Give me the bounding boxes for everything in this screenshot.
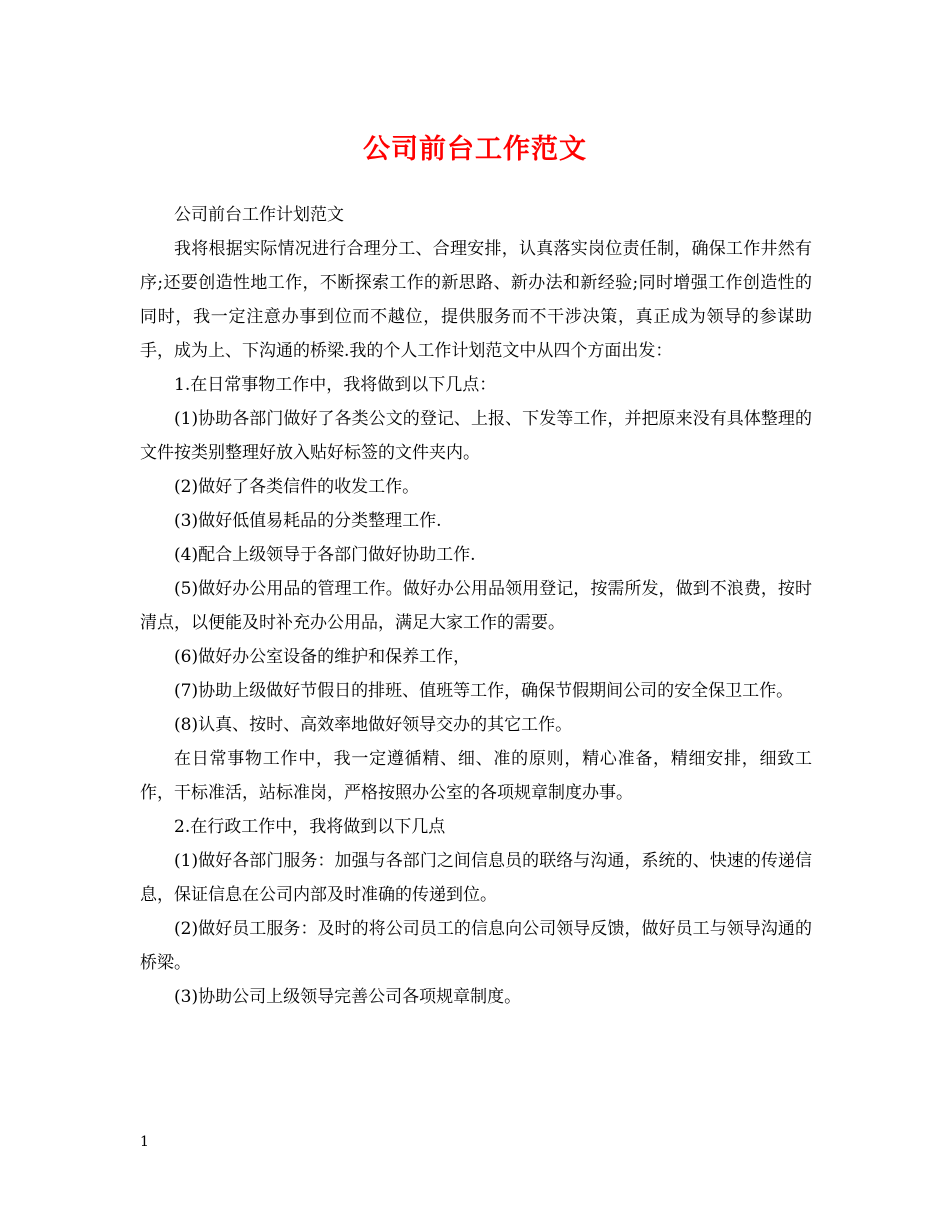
paragraph-section-1-heading: 1.在日常事物工作中，我将做到以下几点： bbox=[174, 375, 497, 395]
paragraph-item-1-4: (4)配合上级领导于各部门做好协助工作. bbox=[174, 545, 476, 565]
paragraph-item-1-7: (7)协助上级做好节假日的排班、值班等工作，确保节假期间公司的安全保卫工作。 bbox=[174, 681, 794, 701]
paragraph-item-2-3: (3)协助公司上级领导完善公司各项规章制度。 bbox=[174, 987, 522, 1007]
page-number: 1 bbox=[140, 1134, 149, 1150]
paragraph-item-1-8: (8)认真、按时、高效率地做好领导交办的其它工作。 bbox=[174, 715, 573, 735]
paragraph-item-1-5: (5)做好办公用品的管理工作。做好办公用品领用登记，按需所发，做到不浪费，按时清点，以便能及时补充办公用品，满足大家工作的需要。 bbox=[140, 579, 812, 633]
paragraph-item-1-6: (6)做好办公室设备的维护和保养工作， bbox=[174, 647, 471, 667]
document-title: 公司前台工作范文 bbox=[363, 134, 587, 165]
paragraph-item-2-1: (1)做好各部门服务：加强与各部门之间信息员的联络与沟通，系统的、快速的传递信息，保证信息在公司内部及时准确的传递到位。 bbox=[140, 851, 812, 905]
paragraph-section-2-heading: 2.在行政工作中，我将做到以下几点 bbox=[174, 817, 446, 837]
paragraph-section-1-summary: 在日常事物工作中，我一定遵循精、细、准的原则，精心准备，精细安排，细致工作，干标准活，站标准岗，严格按照办公室的各项规章制度办事。 bbox=[140, 749, 812, 803]
paragraph-item-1-3: (3)做好低值易耗品的分类整理工作. bbox=[174, 511, 442, 531]
paragraph-item-2-2: (2)做好员工服务：及时的将公司员工的信息向公司领导反馈，做好员工与领导沟通的桥梁。 bbox=[140, 919, 812, 973]
paragraph-plan-heading: 公司前台工作计划范文 bbox=[174, 205, 344, 225]
paragraph-item-1-1: (1)协助各部门做好了各类公文的登记、上报、下发等工作，并把原来没有具体整理的文件按类别整理好放入贴好标签的文件夹内。 bbox=[140, 409, 812, 463]
document-body bbox=[140, 198, 812, 1014]
paragraph-item-1-2: (2)做好了各类信件的收发工作。 bbox=[174, 477, 420, 497]
paragraph-intro: 我将根据实际情况进行合理分工、合理安排，认真落实岗位责任制，确保工作井然有序;还要创造性地工作，不断探索工作的新思路、新办法和新经验;同时增强工作创造性的同时，我一定注意办事到位而不越位，提供服务而不干涉决策，真正成为领导的参谋助手，成为上、下沟通的桥梁.我的个人工作计划范文中从四个方面出发： bbox=[140, 239, 812, 361]
